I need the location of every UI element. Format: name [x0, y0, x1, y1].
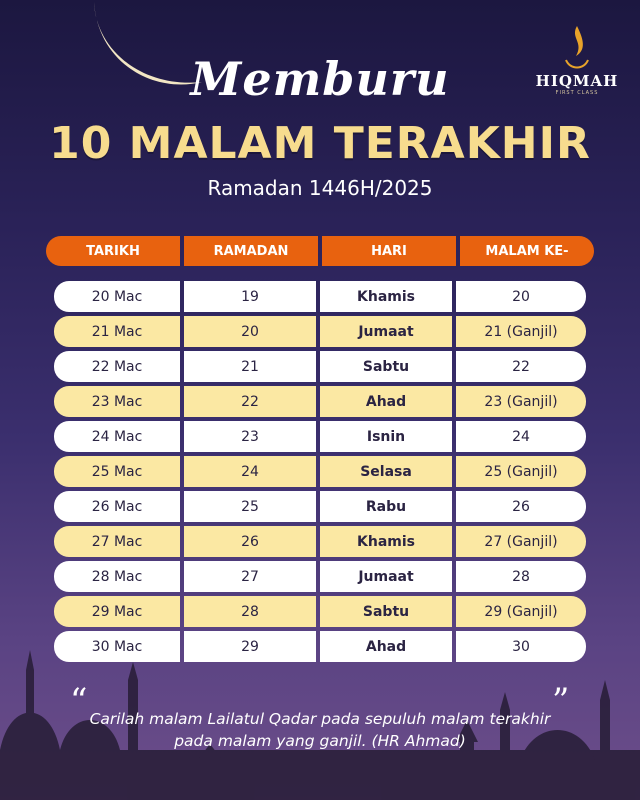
night-cell: 30: [456, 631, 586, 662]
night-cell: 22: [456, 351, 586, 382]
ramadan-day-cell: 29: [184, 631, 316, 662]
weekday-cell: Isnin: [320, 421, 452, 452]
logo-tagline: FIRST CLASS: [555, 90, 599, 96]
night-cell: 20: [456, 281, 586, 312]
column-header-tarikh: TARIKH: [46, 236, 180, 266]
night-cell: 28: [456, 561, 586, 592]
weekday-cell: Jumaat: [320, 561, 452, 592]
ramadan-day-cell: 19: [184, 281, 316, 312]
weekday-cell: Sabtu: [320, 596, 452, 627]
table-row: [54, 561, 586, 592]
schedule-table: [54, 281, 586, 666]
date-cell: 20 Mac: [54, 281, 180, 312]
weekday-cell: Khamis: [320, 526, 452, 557]
page-subtitle: Ramadan 1446H/2025: [207, 176, 433, 200]
column-header-hari: HARI: [322, 236, 456, 266]
open-quote-mark: “: [70, 681, 88, 721]
date-cell: 30 Mac: [54, 631, 180, 662]
close-quote-mark: ”: [552, 681, 570, 721]
weekday-cell: Sabtu: [320, 351, 452, 382]
ramadan-day-cell: 24: [184, 456, 316, 487]
table-row: [54, 351, 586, 382]
hadith-quote: Carilah malam Lailatul Qadar pada sepuluh malam terakhir pada malam yang ganjil. (HR Ahmad): [89, 710, 551, 750]
ramadan-day-cell: 25: [184, 491, 316, 522]
date-cell: 21 Mac: [54, 316, 180, 347]
table-row: [54, 491, 586, 522]
night-cell: 25 (Ganjil): [456, 456, 586, 487]
weekday-cell: Khamis: [320, 281, 452, 312]
ramadan-day-cell: 27: [184, 561, 316, 592]
script-title: Memburu: [190, 52, 450, 106]
weekday-cell: Ahad: [320, 631, 452, 662]
weekday-cell: Rabu: [320, 491, 452, 522]
ramadan-day-cell: 22: [184, 386, 316, 417]
date-cell: 28 Mac: [54, 561, 180, 592]
date-cell: 22 Mac: [54, 351, 180, 382]
weekday-cell: Ahad: [320, 386, 452, 417]
date-cell: 23 Mac: [54, 386, 180, 417]
logo-text: HIQMAH: [535, 72, 619, 90]
weekday-cell: Jumaat: [320, 316, 452, 347]
table-row: [54, 526, 586, 557]
ramadan-day-cell: 23: [184, 421, 316, 452]
date-cell: 24 Mac: [54, 421, 180, 452]
table-row: [54, 596, 586, 627]
night-cell: 29 (Ganjil): [456, 596, 586, 627]
table-row: [54, 421, 586, 452]
night-cell: 27 (Ganjil): [456, 526, 586, 557]
night-cell: 26: [456, 491, 586, 522]
date-cell: 29 Mac: [54, 596, 180, 627]
date-cell: 27 Mac: [54, 526, 180, 557]
table-row: [54, 281, 586, 312]
column-header-ramadan: RAMADAN: [184, 236, 318, 266]
night-cell: 23 (Ganjil): [456, 386, 586, 417]
column-header-malam-ke: MALAM KE-: [460, 236, 594, 266]
ramadan-day-cell: 28: [184, 596, 316, 627]
date-cell: 25 Mac: [54, 456, 180, 487]
ramadan-day-cell: 20: [184, 316, 316, 347]
weekday-cell: Selasa: [320, 456, 452, 487]
table-row: [54, 456, 586, 487]
table-row: [54, 386, 586, 417]
ramadan-day-cell: 26: [184, 526, 316, 557]
night-cell: 21 (Ganjil): [456, 316, 586, 347]
date-cell: 26 Mac: [54, 491, 180, 522]
ramadan-day-cell: 21: [184, 351, 316, 382]
night-cell: 24: [456, 421, 586, 452]
page-title: 10 MALAM TERAKHIR: [49, 118, 591, 169]
table-row: [54, 316, 586, 347]
